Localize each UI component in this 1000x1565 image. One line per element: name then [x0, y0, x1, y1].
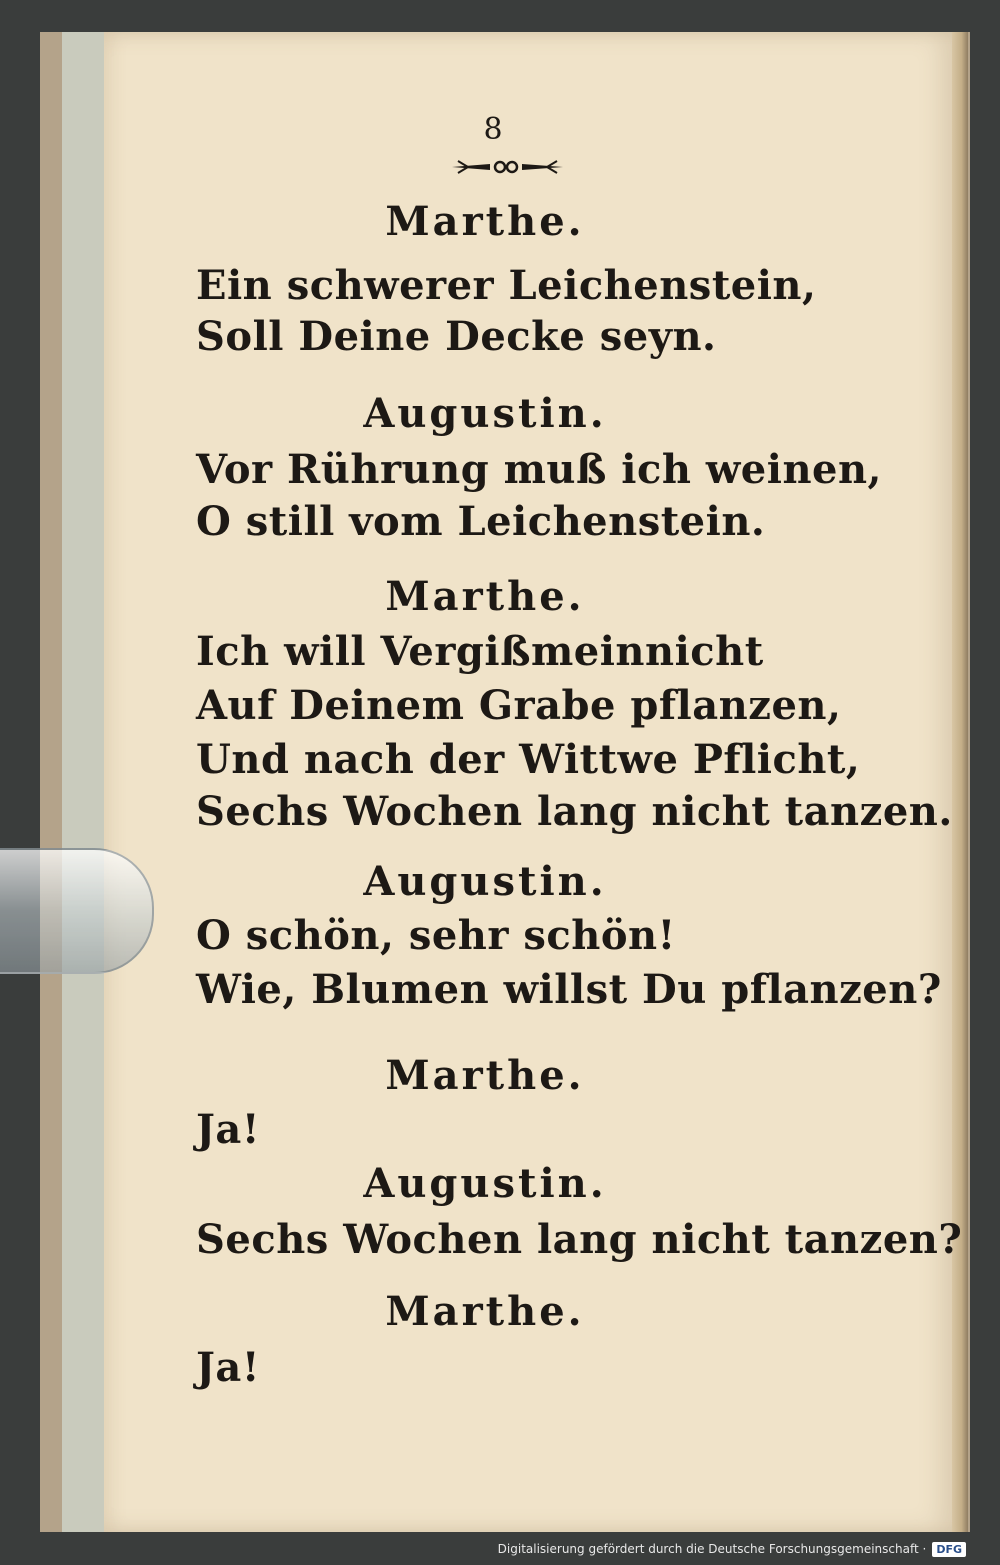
verse-line [0, 262, 1000, 309]
verse-line [0, 682, 1000, 729]
verse-line [0, 1216, 1000, 1263]
speaker-name: Marthe. [385, 198, 585, 245]
verse-text: Wie, Blumen willst Du pflanzen? [196, 966, 942, 1013]
glass-page-weight [0, 848, 154, 974]
dialogue-block [0, 1288, 1000, 1335]
verse-text: O schön, sehr schön! [196, 912, 676, 959]
dialogue-block [0, 1052, 1000, 1099]
speaker-name: Marthe. [385, 1052, 585, 1099]
verse-line [0, 628, 1000, 675]
verse-text: O still vom Leichenstein. [196, 498, 766, 545]
verse-text: Sechs Wochen lang nicht tanzen. [196, 788, 953, 835]
verse-text: Ja! [196, 1106, 260, 1153]
dfg-logo: DFG [932, 1542, 966, 1557]
verse-text: Ja! [196, 1344, 260, 1391]
verse-text: Sechs Wochen lang nicht tanzen? [196, 1216, 963, 1263]
page-number: 8 [483, 112, 503, 147]
dialogue-block [0, 390, 1000, 437]
verse-line [0, 736, 1000, 783]
speaker-name: Marthe. [385, 573, 585, 620]
speaker-name: Marthe. [385, 1288, 585, 1335]
verse-text: Soll Deine Decke seyn. [196, 313, 717, 360]
verse-line [0, 1344, 1000, 1391]
decorative-rule-ornament-icon [450, 157, 565, 177]
speaker-name: Augustin. [363, 1160, 607, 1207]
dialogue-block [0, 198, 1000, 245]
dialogue-block [0, 573, 1000, 620]
speaker-name: Augustin. [363, 858, 607, 905]
verse-line [0, 966, 1000, 1013]
speaker-name: Augustin. [363, 390, 607, 437]
verse-text: Ein schwerer Leichenstein, [196, 262, 817, 309]
verse-text: Vor Rührung muß ich weinen, [196, 446, 882, 493]
verse-text: Ich will Vergißmeinnicht [196, 628, 764, 675]
verse-text: Auf Deinem Grabe pflanzen, [196, 682, 842, 729]
verse-line [0, 313, 1000, 360]
verse-line [0, 446, 1000, 493]
verse-line [0, 498, 1000, 545]
verse-line [0, 1106, 1000, 1153]
digitization-credit [498, 1539, 966, 1559]
credit-text: Digitalisierung gefördert durch die Deutsche Forschungsgemeinschaft · [497, 1542, 927, 1556]
verse-line [0, 788, 1000, 835]
dialogue-block [0, 1160, 1000, 1207]
verse-text: Und nach der Wittwe Pflicht, [196, 736, 861, 783]
